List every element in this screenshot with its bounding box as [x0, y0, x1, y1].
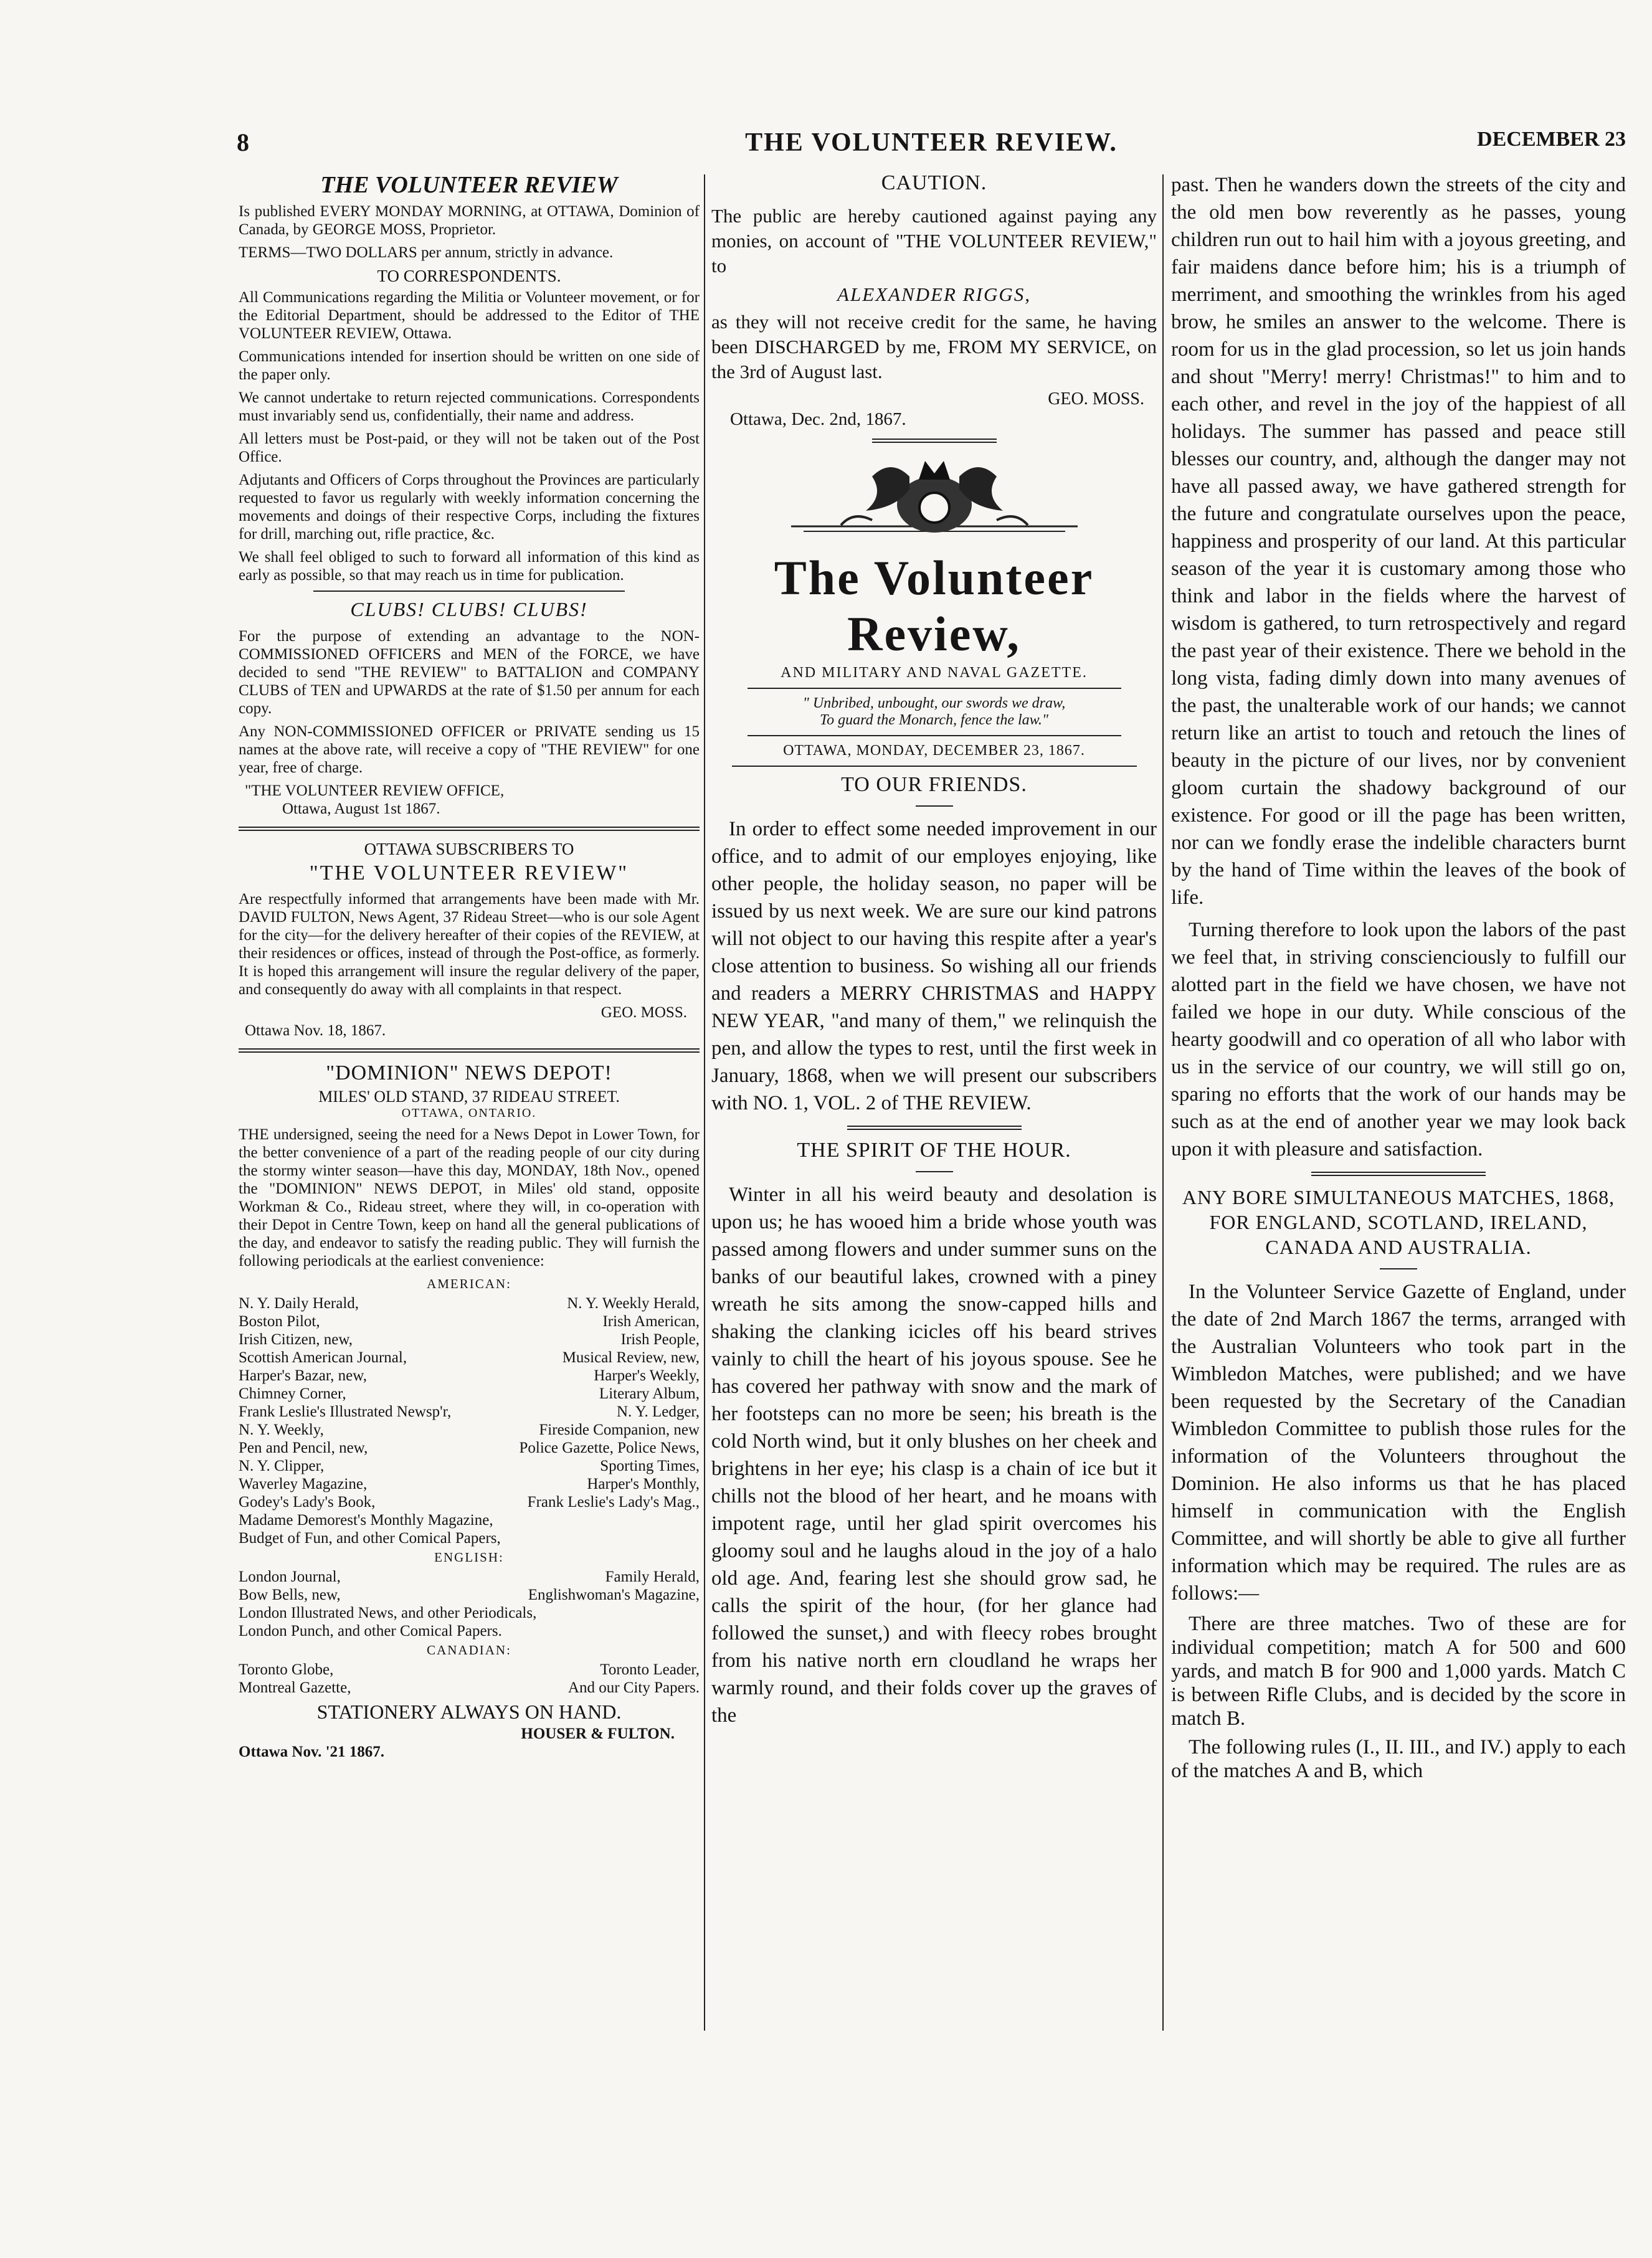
- section-rule: [313, 591, 625, 592]
- periodical-name: N. Y. Clipper,: [239, 1458, 325, 1474]
- periodical-name: Harper's Bazar, new,: [239, 1367, 367, 1384]
- periodical-name: Irish People,: [620, 1331, 700, 1348]
- depot-address: MILES' OLD STAND, 37 RIDEAU STREET.: [318, 1088, 620, 1106]
- periodical-name: Scottish American Journal,: [239, 1349, 407, 1366]
- periodical-name: Bow Bells, new,: [239, 1587, 341, 1603]
- periodical-name: N. Y. Weekly Herald,: [567, 1295, 700, 1312]
- periodical-name: Fireside Companion, new: [539, 1421, 700, 1438]
- list-section-label: CANADIAN:: [427, 1643, 511, 1658]
- subscription-terms: TERMS—TWO DOLLARS per annum, strictly in advance.: [239, 244, 614, 261]
- matches-heading: ANY BORE SIMULTANEOUS MATCHES, 1868, FOR ENGLAND, SCOTLAND, IRELAND, CANADA AND AUSTRALIA.: [1182, 1186, 1615, 1258]
- friends-heading: TO OUR FRIENDS.: [841, 773, 1027, 796]
- caution-signature: GEO. MOSS.: [1048, 389, 1144, 409]
- periodical-row: [239, 1385, 700, 1403]
- issue-dateline: OTTAWA, MONDAY, DECEMBER 23, 1867.: [783, 742, 1085, 759]
- section-rule: [1311, 1172, 1486, 1176]
- periodical-row: [239, 1604, 700, 1622]
- clubs-signature: "THE VOLUNTEER REVIEW OFFICE,: [245, 782, 505, 799]
- periodical-name: Police Gazette, Police News,: [519, 1440, 700, 1456]
- section-rule: [239, 827, 700, 831]
- correspondents-paragraph: Communications intended for insertion should be written on one side of the paper only.: [239, 348, 700, 383]
- column-divider: [1162, 174, 1164, 2031]
- periodical-name: N. Y. Ledger,: [617, 1403, 700, 1420]
- masthead-subtitle: AND MILITARY AND NAVAL GAZETTE.: [781, 665, 1088, 681]
- periodical-name: Musical Review, new,: [562, 1349, 700, 1366]
- list-section-label: AMERICAN:: [427, 1276, 511, 1291]
- correspondents-paragraph: We shall feel obliged to such to forward all information of this kind as early as possible, so that may reach us in time for publication.: [239, 549, 700, 584]
- periodical-name: Pen and Pencil, new,: [239, 1440, 368, 1456]
- caution-heading: CAUTION.: [881, 171, 987, 194]
- motto-line-1: " Unbribed, unbought, our swords we draw,: [802, 695, 1066, 711]
- matches-paragraph: In the Volunteer Service Gazette of England, under the date of 2nd March 1867 the terms, arranged with the Australian Volunteers who took part in the Wimbledon Matches, were published; and we have been requested by the Secretary of the Canadian Wimbledon Committee to publish those rules for the information of the Volunteers throughout the Dominion. He also informs us that he has placed himself in communication with the English Committee, and will shortly be able to give all further information which may be required. The rules are as follows:—: [1171, 1281, 1626, 1605]
- subscribers-heading: OTTAWA SUBSCRIBERS TO: [364, 840, 574, 858]
- page-number: 8: [237, 128, 249, 156]
- correspondents-paragraph: All Communications regarding the Militia or Volunteer movement, or for the Editorial Department, should be addressed to the Editor of THE VOLUNTEER REVIEW, Ottawa.: [239, 289, 700, 342]
- periodical-row: [239, 1421, 700, 1439]
- periodical-name: And our City Papers.: [567, 1679, 700, 1696]
- periodical-name: Toronto Globe,: [239, 1661, 334, 1678]
- periodical-row: [239, 1312, 700, 1331]
- column-2: [711, 171, 1157, 2031]
- correspondents-heading: TO CORRESPONDENTS.: [377, 267, 561, 285]
- periodical-name: London Journal,: [239, 1568, 341, 1585]
- periodical-row: [239, 1661, 700, 1679]
- spirit-paragraph: Winter in all his weird beauty and desolation is upon us; he has wooed him a bride whose youth was passed among flowers and under summer suns on the banks of our beautiful lakes, crowned with a piney wreath he sits among the snow-capped hills and shaking the clanking icicles off his beard strives vainly to chill the heart of his joyous spouse. See he has covered her pathway with snow and the mark of her footsteps can no more be seen; his breath is the cold North wind, but it only blushes on her cheek and brightens in her eye; his clasp is a chain of ice but it chills not the blood of her heart, and he moans with impotent rage, until her glad spirit overcomes his gloomy soul and he laughs aloud in the joy of a halo old age. And, fearing lest she should grow sad, he calls the spirit of the hour, (for her glance had followed the sunset,) and with fleecy robes brought from his native north ern cloudland he wraps her warmly round, and their folds cover up the graves of the: [711, 1184, 1157, 1727]
- periodical-name: Godey's Lady's Book,: [239, 1494, 376, 1511]
- subscribers-date: Ottawa Nov. 18, 1867.: [245, 1022, 386, 1039]
- periodical-row: [239, 1349, 700, 1367]
- periodical-name: Family Herald,: [605, 1568, 700, 1585]
- periodical-name: Harper's Weekly,: [594, 1367, 700, 1384]
- subscribers-heading-2: "THE VOLUNTEER REVIEW": [309, 861, 629, 885]
- heading-dash: [916, 1171, 953, 1172]
- page-header: [237, 128, 1626, 165]
- periodical-row: [239, 1568, 700, 1586]
- caution-date: Ottawa, Dec. 2nd, 1867.: [730, 409, 906, 429]
- periodicals-list: [239, 1275, 700, 1697]
- periodical-name: N. Y. Weekly,: [239, 1421, 324, 1438]
- motto-line-2: To guard the Monarch, fence the law.": [820, 712, 1048, 728]
- masthead-title: THE VOLUNTEER REVIEW: [320, 172, 618, 198]
- periodical-row: [239, 1511, 700, 1529]
- column-divider: [704, 174, 705, 2031]
- spirit-heading: THE SPIRIT OF THE HOUR.: [797, 1139, 1071, 1162]
- heading-dash: [1380, 1268, 1417, 1269]
- periodical-name: Boston Pilot,: [239, 1313, 320, 1330]
- column-3: [1171, 171, 1626, 2031]
- clubs-paragraph: For the purpose of extending an advantage to the NON-COMMISSIONED OFFICERS and MEN of the FORCE, we have decided to send "THE REVIEW" to BATTALION and COMPANY CLUBS of TEN and UPWARDS at the rate of $1.50 per annum for each copy.: [239, 628, 700, 717]
- list-section-label: ENGLISH:: [434, 1550, 504, 1565]
- publication-info: Is published EVERY MONDAY MORNING, at OTTAWA, Dominion of Canada, by GEORGE MOSS, Proprietor.: [239, 203, 700, 238]
- periodical-row: [239, 1367, 700, 1385]
- periodical-name: Frank Leslie's Lady's Mag.,: [527, 1494, 700, 1511]
- spirit-continued-paragraph: past. Then he wanders down the streets of the city and the old men bow reverently as he passes, young children run out to hail him with a joyous greeting, and fair maidens dance before him; his is a triumph of merriment, and smoothing the wrinkles from his aged brow, he smiles an answer to the welcome. There is room for us in the glad procession, so let us join hands and shout "Merry! merry! Christmas!" to him and to each other, and revel in the joy of the happiest of all holidays. The summer has passed and peace still blesses our country, and, although the danger may not have all passed away, we have gathered strength for the future and congratulate ourselves upon the peace, happiness and prosperity of our land. At this particular season of the year it is customary among those who think and labor in the fields where the harvest of wisdom is gathered, to turn retrospectively and regard the past year of their existence. There we behold in the long vista, fading dimly down into many avenues of the past, the unalterable work of our hands; we cannot return like an artist to touch and retouch the lines of beauty in the picture of our lives, nor by convenient gloom curtain the shadowy background of our existence. For good or ill the page has been written, nor can we fondly erase the indelible characters burnt by the hand of Time within the leaves of the book of life.: [1171, 174, 1626, 909]
- clubs-heading: CLUBS! CLUBS! CLUBS!: [350, 598, 588, 620]
- periodical-row: [239, 1403, 700, 1421]
- periodical-row: [239, 1493, 700, 1511]
- periodical-name: N. Y. Daily Herald,: [239, 1295, 359, 1312]
- depot-signature: HOUSER & FULTON.: [521, 1725, 675, 1742]
- periodical-row: [239, 1331, 700, 1349]
- periodical-name: Irish American,: [602, 1313, 700, 1330]
- periodical-row: [239, 1475, 700, 1493]
- periodical-name: Sporting Times,: [600, 1458, 700, 1474]
- periodical-name: Harper's Monthly,: [587, 1476, 700, 1492]
- depot-city: OTTAWA, ONTARIO.: [401, 1106, 537, 1120]
- spirit-continued-paragraph-2: Turning therefore to look upon the labors of the past we feel that, in striving conscienciously to fulfill our alotted part in the field we have chosen, we have not failed we hope in our duty. While conscious of the hearty goodwill and co operation of all who labor with us in the service of our country, we will still go on, sparing no efforts that the work of our hands may be such as at the end of another year we may look back upon it with pleasure and satisfaction.: [1171, 919, 1626, 1160]
- issue-date: DECEMBER 23: [1477, 128, 1626, 151]
- periodical-row: [239, 1679, 700, 1697]
- masthead: The Volunteer Review,: [774, 551, 1094, 661]
- column-1: [239, 171, 700, 2031]
- stationery-notice: STATIONERY ALWAYS ON HAND.: [316, 1701, 622, 1723]
- friends-paragraph: In order to effect some needed improvement in our office, and to admit of our employes enjoying, like other people, the holiday season, no paper will be issued by us next week. We are sure our kind patrons will not object to our having this respite after a year's close attention to business. So wishing all our friends and readers a MERRY CHRISTMAS and HAPPY NEW YEAR, "and many of them," we relinquish the pen, and allow the types to rest, until the first week in January, 1868, when we will present our subscribers with NO. 1, VOL. 2 of THE REVIEW.: [711, 818, 1157, 1114]
- caution-paragraph-2: as they will not receive credit for the same, he having been DISCHARGED by me, FROM MY SERVICE, on the 3rd of August last.: [711, 311, 1157, 382]
- caution-name: ALEXANDER RIGGS,: [837, 283, 1031, 305]
- section-rule: [732, 766, 1137, 767]
- periodical-row: [239, 1586, 700, 1604]
- periodical-name: Englishwoman's Magazine,: [528, 1587, 700, 1603]
- correspondents-paragraph: All letters must be Post-paid, or they will not be taken out of the Post Office.: [239, 430, 700, 465]
- section-rule: [847, 1126, 1022, 1130]
- caution-paragraph: The public are hereby cautioned against paying any monies, on account of "THE VOLUNTEER REVIEW," to: [711, 205, 1157, 277]
- depot-date: Ottawa Nov. '21 1867.: [239, 1743, 385, 1760]
- periodical-row: [239, 1622, 700, 1640]
- periodical-name: Waverley Magazine,: [239, 1476, 368, 1492]
- periodical-row: [239, 1439, 700, 1457]
- periodical-name: Frank Leslie's Illustrated Newsp'r,: [239, 1403, 452, 1420]
- periodical-name: London Punch, and other Comical Papers.: [239, 1623, 502, 1639]
- correspondents-paragraph: Adjutants and Officers of Corps throughout the Provinces are particularly requested to favor us regularly with weekly information concerning the movements and doings of their respective Corps, including the fixtures for drill, marching out, rifle practice, &c.: [239, 472, 700, 543]
- periodical-row: [239, 1529, 700, 1547]
- periodical-name: Madame Demorest's Monthly Magazine,: [239, 1512, 493, 1529]
- periodical-name: Budget of Fun, and other Comical Papers,: [239, 1530, 501, 1547]
- section-rule: [748, 735, 1121, 736]
- periodical-row: [239, 1457, 700, 1475]
- periodical-name: Toronto Leader,: [600, 1661, 700, 1678]
- section-rule: [239, 1048, 700, 1053]
- correspondents-paragraph: We cannot undertake to return rejected communications. Correspondents must invariably send us, confidentially, their name and address.: [239, 389, 700, 424]
- section-rule: [872, 439, 997, 443]
- newspaper-running-title: THE VOLUNTEER REVIEW.: [745, 128, 1118, 157]
- subscribers-paragraph: Are respectfully informed that arrangements have been made with Mr. DAVID FULTON, News Agent, 37 Rideau Street—who is our sole Agent for the city—for the delivery hereafter of their copies of the REVIEW, at their residences or offices, instead of through the Post-office, as formerly. It is hoped this arrangement will insure the regular delivery of the paper, and consequently do away with all complaints in that respect.: [239, 891, 700, 998]
- section-rule: [748, 688, 1121, 689]
- clubs-paragraph: Any NON-COMMISSIONED OFFICER or PRIVATE sending us 15 names at the above rate, will receive a copy of "THE REVIEW" for one year, free of charge.: [239, 723, 700, 776]
- periodical-name: Irish Citizen, new,: [239, 1331, 353, 1348]
- clubs-date: Ottawa, August 1st 1867.: [282, 800, 440, 817]
- matches-paragraph-3: The following rules (I., II. III., and IV.) apply to each of the matches A and B, which: [1171, 1736, 1626, 1782]
- periodical-name: Chimney Corner,: [239, 1385, 346, 1402]
- depot-paragraph: THE undersigned, seeing the need for a News Depot in Lower Town, for the better convenience of a part of the reading people of our city during the stormy winter season—have this day, MONDAY, 18th Nov., opened the "DOMINION" NEWS DEPOT, in Miles' old stand, opposite Workman & Co., Rideau street, where they will, in co-operation with their Depot in Centre Town, keep on hand all the general publications of the day, and endeavor to satisfy the reading public. They will furnish the following periodicals at the earliest convenience:: [239, 1126, 700, 1269]
- periodical-row: [239, 1294, 700, 1312]
- depot-heading: "DOMINION" NEWS DEPOT!: [326, 1061, 612, 1084]
- periodical-name: Montreal Gazette,: [239, 1679, 351, 1696]
- matches-paragraph-2: There are three matches. Two of these are for individual competition; match A for 500 and 600 yards, and match B for 900 and 1,000 yards. Match C is between Rifle Clubs, and is decided by the score in match B.: [1171, 1613, 1626, 1730]
- subscribers-signature: GEO. MOSS.: [601, 1004, 687, 1021]
- periodical-name: Literary Album,: [599, 1385, 700, 1402]
- heading-dash: [916, 805, 953, 807]
- periodical-name: London Illustrated News, and other Periodicals,: [239, 1605, 537, 1621]
- royal-arms-ornament: [791, 452, 1078, 545]
